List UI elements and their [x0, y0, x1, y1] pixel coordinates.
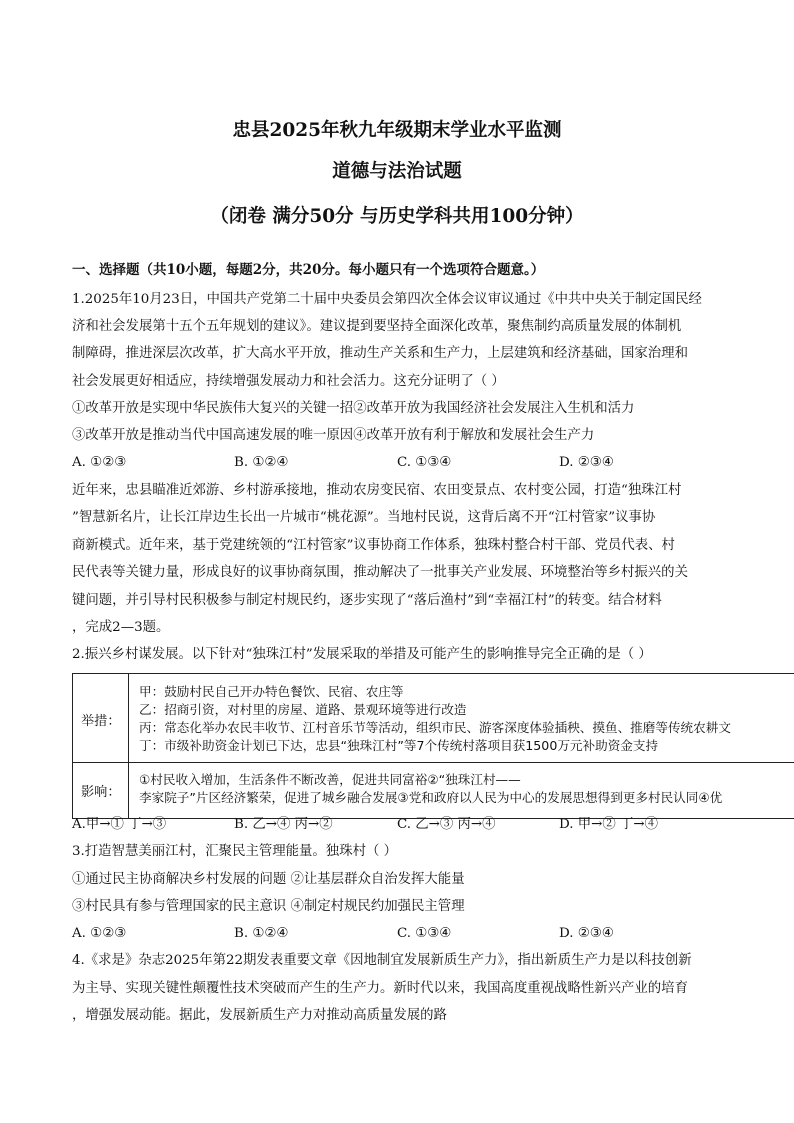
exam-note: （闭卷 满分50分 与历史学科共用100分钟） [210, 206, 584, 227]
q2-stem: 2.振兴乡村谋发展。以下针对“独珠江村”发展采取的举措及可能产生的影响推导完全正确的是（ ） [72, 647, 652, 662]
option-c: C. 乙→③ 丙→④ [397, 817, 496, 832]
q1-line: 制障碍，推进深层次改革，扩大高水平开放，推动生产关系和生产力，上层建筑和经济基础，国家治理和 [72, 346, 688, 361]
option-c: C. ①③④ [397, 455, 452, 470]
measure-item: 丁：市级补助资金计划已下达，忠县“独珠江村”等7个传统村落项目获1500万元补助资金支持 [139, 738, 659, 753]
option-b: B. ①②④ [234, 455, 289, 470]
q1-line: 1.2025年10月23日，中国共产党第二十届中央委员会第四次全体会议审议通过《中共中央关于制定国民经 [72, 292, 702, 307]
exam-subject: 道德与法治试题 [332, 161, 462, 182]
q2-table [72, 673, 794, 819]
effects-label: 影响： [81, 785, 121, 800]
material-line: 键问题，并引导村民积极参与制定村规民约，逐步实现了“落后渔村”到“幸福江村”的转变。结合材料 [72, 593, 662, 608]
option-d: D. ②③④ [559, 926, 614, 941]
table-divider [73, 762, 794, 763]
q1-statement: ①改革开放是实现中华民族伟大复兴的关键一招②改革开放为我国经济社会发展注入生机和活力 [72, 401, 635, 416]
measure-item: 甲：鼓励村民自己开办特色餐饮、民宿、农庄等 [139, 684, 404, 699]
material-line: 民代表等关键力量，形成良好的议事协商氛围，推动解决了一批事关产业发展、环境整治等乡村振兴的关 [72, 565, 688, 580]
material-line: ，完成2—3题。 [72, 620, 170, 635]
material-line: ”智慧新名片，让长江岸边生长出一片城市“桃花源”。当地村民说，这背后离不开“江村管家”议事协 [72, 510, 656, 525]
option-a: A. ①②③ [72, 926, 127, 941]
option-c: C. ①③④ [397, 926, 452, 941]
option-a: A. ①②③ [72, 455, 127, 470]
option-d: D. 甲→② 丁→④ [559, 817, 659, 832]
material-line: 商新模式。近年来，基于党建统领的“江村管家”议事协商工作体系，独珠村整合村干部、党员代表、村 [72, 538, 675, 553]
effect-item: ①村民收入增加，生活条件不断改善，促进共同富裕②“独珠江村—— [139, 772, 521, 787]
option-b: B. ①②④ [234, 926, 289, 941]
measures-label: 举措： [81, 714, 121, 729]
q1-line: 济和社会发展第十五个五年规划的建议》。建议提到要坚持全面深化改革，聚焦制约高质量发展的体制机 [72, 319, 682, 334]
q1-line: 社会发展更好相适应，持续增强发展动力和社会活力。这充分证明了（ ） [72, 374, 505, 389]
q4-line: ，增强发展动能。据此，发展新质生产力对推动高质量发展的路 [72, 1008, 447, 1023]
measure-item: 丙：常态化举办农民丰收节、江村音乐节等活动，组织市民、游客深度体验插秧、摸鱼、推磨等传统农耕文 [139, 720, 731, 735]
option-a: A.甲→① 丁→③ [72, 817, 167, 832]
section-heading: 一、选择题（共10小题，每题2分，共20分。每小题只有一个选项符合题意。） [72, 262, 545, 278]
option-b: B. 乙→④ 丙→② [234, 817, 333, 832]
q1-statement: ③改革开放是推动当代中国高速发展的唯一原因④改革开放有利于解放和发展社会生产力 [72, 428, 595, 443]
q3-stem: 3.打造智慧美丽江村，汇聚民主管理能量。独珠村（ ） [72, 844, 398, 859]
option-d: D. ②③④ [559, 455, 614, 470]
exam-title: 忠县2025年秋九年级期末学业水平监测 [232, 120, 562, 141]
measure-item: 乙：招商引资，对村里的房屋、道路、景观环境等进行改造 [139, 702, 467, 717]
q4-line: 为主导、实现关键性颠覆性技术突破而产生的生产力。新时代以来，我国高度重视战略性新兴产业的培育 [72, 981, 688, 996]
q3-statement: ③村民具有参与管理国家的民主意识 ④制定村规民约加强民主管理 [72, 899, 465, 914]
material-line: 近年来，忠县瞄准近郊游、乡村游承接地，推动农房变民宿、农田变景点、农村变公园，打造“独珠江村 [72, 483, 682, 498]
q3-statement: ①通过民主协商解决乡村发展的问题 ②让基层群众自治发挥大能量 [72, 872, 465, 887]
table-divider [128, 674, 129, 818]
effect-item: 李家院子”片区经济繁荣，促进了城乡融合发展③党和政府以人民为中心的发展思想得到更多村民认同④优 [139, 790, 723, 805]
q4-line: 4.《求是》杂志2025年第22期发表重要文章《因地制宜发展新质生产力》，指出新质生产力是以科技创新 [72, 953, 692, 968]
